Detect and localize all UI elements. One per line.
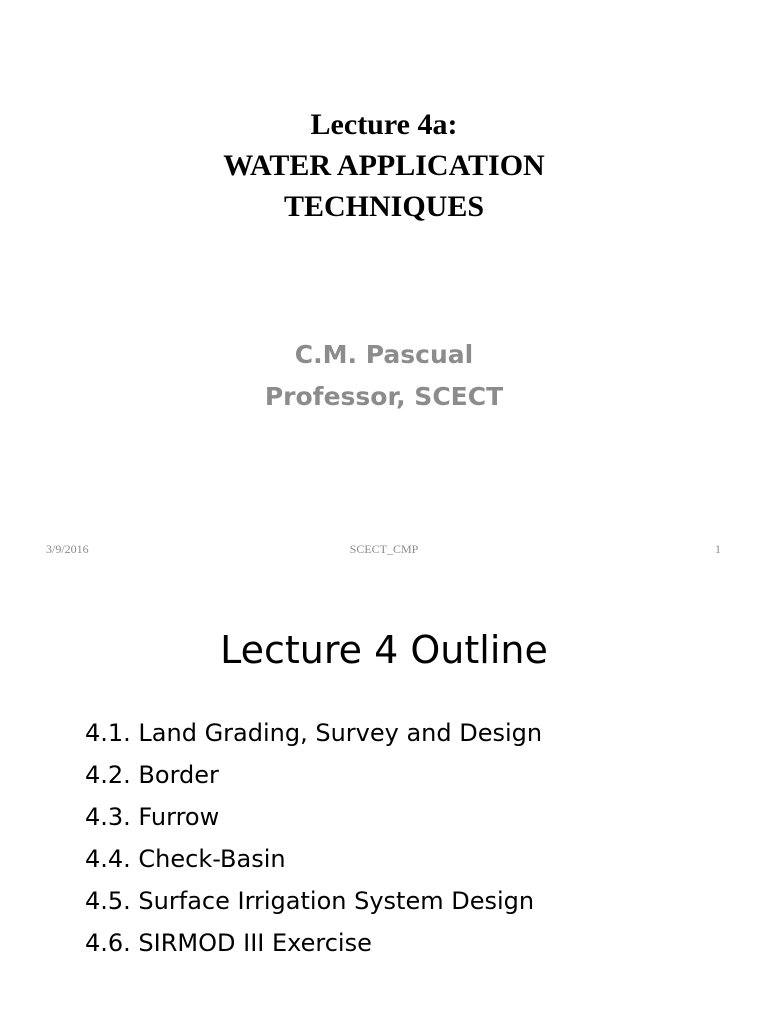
author-title: Professor, SCECT bbox=[264, 382, 504, 411]
footer-label: SCECT_CMP bbox=[349, 542, 419, 556]
outline-slide bbox=[0, 576, 768, 1024]
title-line: WATER APPLICATION bbox=[223, 149, 545, 182]
footer-date: 3/9/2016 bbox=[46, 542, 89, 556]
title-line: TECHNIQUES bbox=[283, 190, 485, 223]
outline-item: 4.5. Surface Irrigation System Design bbox=[85, 887, 535, 915]
slide-subtitle bbox=[0, 334, 768, 418]
author-name: C.M. Pascual bbox=[294, 340, 474, 369]
footer-page-number: 1 bbox=[715, 542, 721, 556]
title-line: Lecture 4a: bbox=[310, 108, 458, 141]
slide-title bbox=[0, 104, 768, 227]
outline-item: 4.1. Land Grading, Survey and Design bbox=[85, 719, 543, 747]
outline-item: 4.3. Furrow bbox=[85, 803, 220, 831]
outline-item: 4.6. SIRMOD III Exercise bbox=[85, 929, 372, 957]
outline-item: 4.2. Border bbox=[85, 761, 219, 789]
outline-list bbox=[85, 712, 542, 964]
outline-item: 4.4. Check-Basin bbox=[85, 845, 286, 873]
outline-title: Lecture 4 Outline bbox=[220, 628, 548, 672]
